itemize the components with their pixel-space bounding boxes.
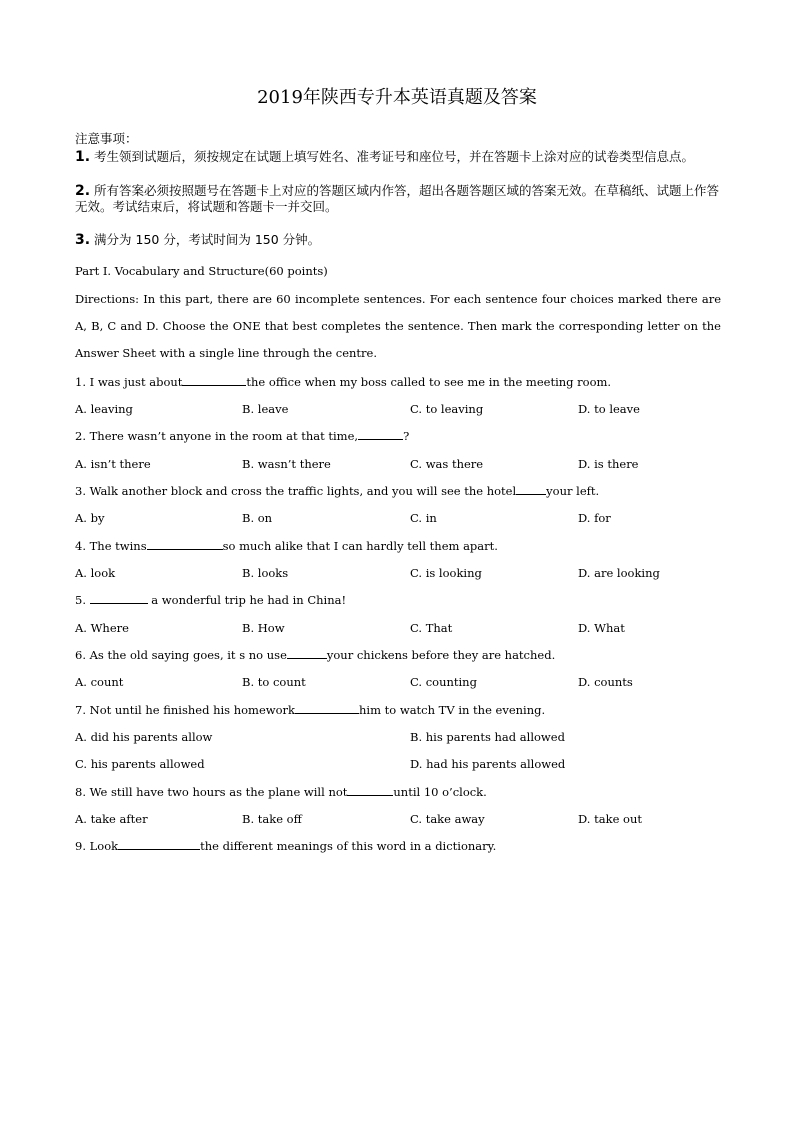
option-c: C. in [410,511,437,525]
question-2 [75,428,725,444]
question-text: ? [403,429,410,443]
question-text: him to watch TV in the evening. [359,703,546,717]
option-d: D. take out [578,812,642,826]
option-d: D. for [578,511,611,525]
question-8-options [75,811,745,827]
option-d: D. are looking [578,566,660,580]
notice-item-text: 满分为 150 分，考试时间为 150 分钟。 [90,232,321,247]
option-b: B. wasn’t there [242,457,331,471]
question-5-options [75,620,745,636]
question-text: the different meanings of this word in a dictionary. [200,839,497,853]
question-6-options [75,674,745,690]
question-2-options [75,456,745,472]
question-3 [75,483,725,499]
question-text: until 10 o’clock. [393,785,487,799]
option-c: C. is looking [410,566,482,580]
question-text: 2. There wasn’t anyone in the room at that time, [75,429,359,443]
option-b: B. take off [242,812,302,826]
option-d: D. had his parents allowed [410,757,566,771]
question-text: 6. As the old saying goes, it s no use [75,648,287,662]
notice-item-1 [75,149,725,165]
option-d: D. is there [578,457,639,471]
option-c: C. That [410,621,453,635]
option-a: A. take after [75,812,148,826]
option-b: B. leave [242,402,289,416]
answer-blank [182,374,246,386]
option-c: C. to leaving [410,402,484,416]
answer-blank [516,483,546,495]
question-text: 7. Not until he finished his homework [75,703,296,717]
option-c: C. take away [410,812,485,826]
option-d: D. counts [578,675,633,689]
option-b: B. How [242,621,285,635]
notice-item-number: 1. [75,149,91,165]
part-heading: Part I. Vocabulary and Structure(60 points) [75,264,328,278]
option-a: A. by [75,511,105,525]
option-a: A. count [75,675,124,689]
question-text: your chickens before they are hatched. [326,648,556,662]
question-3-options [75,510,745,526]
notice-item-text: 考生领到试题后，须按规定在试题上填写姓名、准考证号和座位号，并在答题卡上涂对应的试卷类型信息点。 [90,149,695,164]
option-c: C. counting [410,675,477,689]
question-text: the office when my boss called to see me in the meeting room. [246,375,612,389]
answer-blank [118,838,200,850]
question-4-options [75,565,745,581]
notice-heading: 注意事项： [75,131,138,146]
answer-blank [147,538,223,550]
notice-item-2 [75,183,725,215]
answer-blank [347,784,393,796]
question-text: 5. [75,593,90,607]
option-a: A. leaving [75,402,133,416]
question-text: 9. Look [75,839,119,853]
option-b: B. on [242,511,273,525]
notice-item-3 [75,232,725,248]
question-7 [75,702,725,718]
question-7-options-row-1 [75,729,745,745]
question-text: 1. I was just about [75,375,183,389]
answer-blank [287,647,327,659]
question-7-options-row-2 [75,756,745,772]
question-text: so much alike that I can hardly tell them apart. [222,539,498,553]
question-text: 8. We still have two hours as the plane will not [75,785,348,799]
option-a: A. isn’t there [75,457,151,471]
option-d: D. What [578,621,625,635]
question-5 [75,592,725,608]
question-1 [75,374,725,390]
option-a: A. look [75,566,116,580]
question-6 [75,647,725,663]
option-c: C. was there [410,457,484,471]
question-text: a wonderful trip he had in China! [147,593,347,607]
option-b: B. to count [242,675,306,689]
option-b: B. his parents had allowed [410,730,565,744]
question-text: 3. Walk another block and cross the traffic lights, and you will see the hotel [75,484,517,498]
option-d: D. to leave [578,402,640,416]
question-9 [75,838,725,854]
document-title: 2019年陕西专升本英语真题及答案 [257,87,537,108]
directions: Directions: In this part, there are 60 incomplete sentences. For each sentence four choices marked there are A, B, C and D. Choose the ONE that best completes the sentence. Then mark the corresponding letter on the Answer Sheet with a single line through the centre. [75,292,721,360]
question-4 [75,538,725,554]
notice-item-text: 所有答案必须按照题号在答题卡上对应的答题区域内作答，超出各题答题区域的答案无效。在草稿纸、试题上作答无效。考试结束后，将试题和答题卡一并交回。 [75,183,720,214]
question-text: your left. [546,484,600,498]
option-a: A. Where [75,621,129,635]
answer-blank [90,592,148,604]
notice-item-number: 3. [75,232,91,248]
answer-blank [295,702,359,714]
option-c: C. his parents allowed [75,757,205,771]
question-8 [75,784,725,800]
question-1-options [75,401,745,417]
answer-blank [358,428,403,440]
option-b: B. looks [242,566,289,580]
option-a: A. did his parents allow [75,730,213,744]
question-text: 4. The twins [75,539,147,553]
notice-item-number: 2. [75,183,91,199]
